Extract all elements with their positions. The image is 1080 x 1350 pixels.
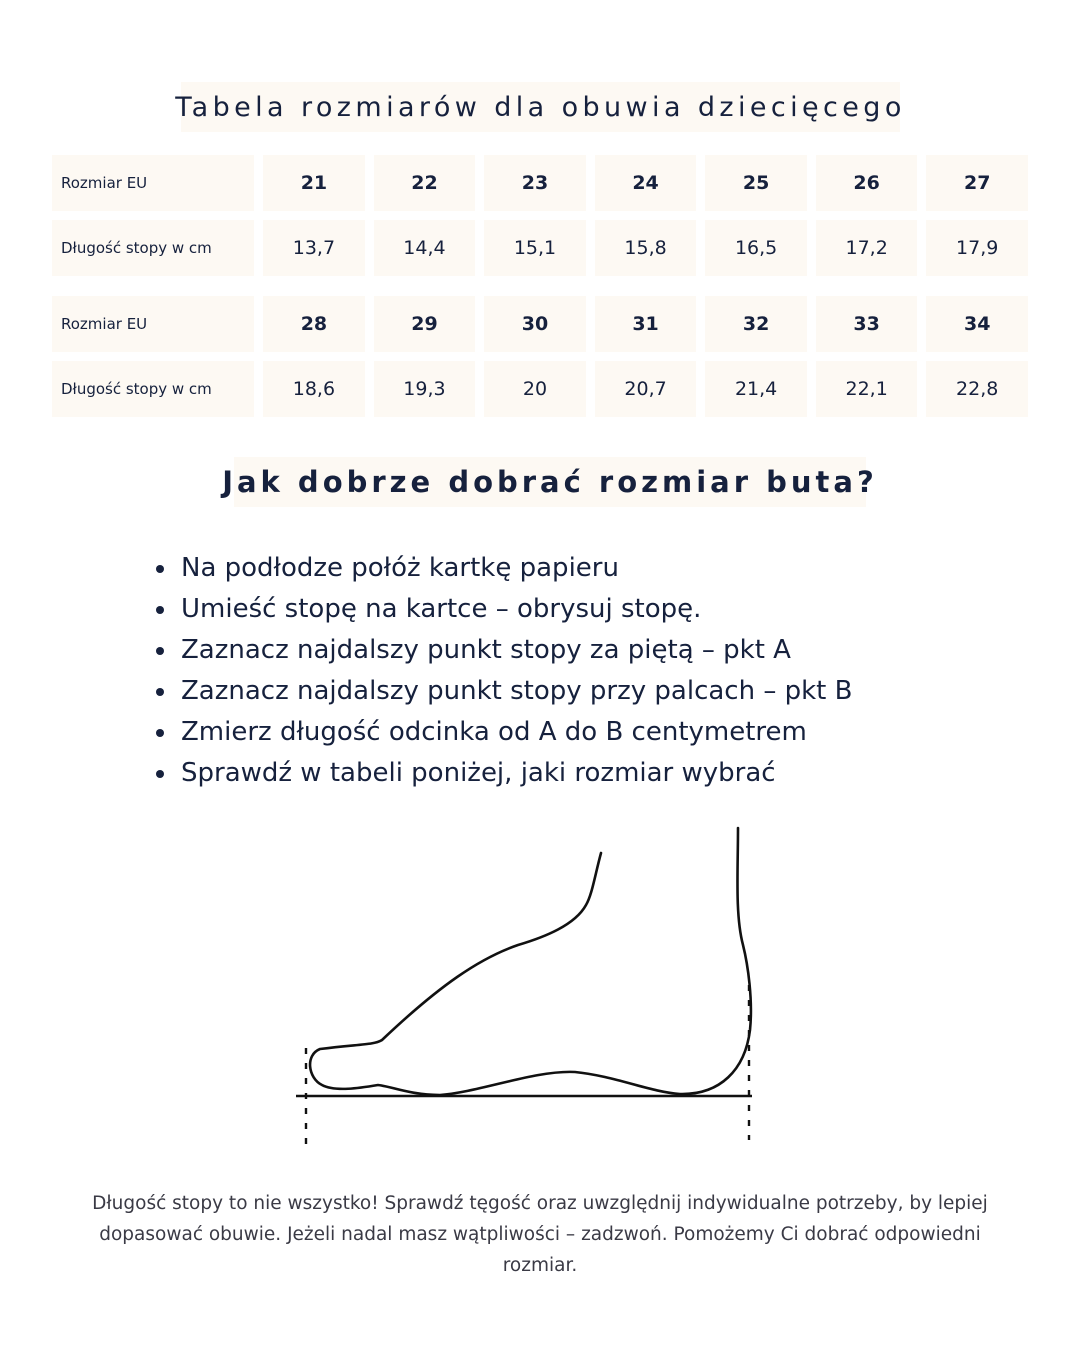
instruction-step: Zaznacz najdalszy punkt stopy przy palcach – pkt B	[181, 671, 852, 712]
length-cell: 20,7	[595, 361, 697, 417]
row-label-length: Długość stopy w cm	[52, 361, 254, 417]
length-cell: 17,9	[926, 220, 1028, 276]
size-cell: 27	[926, 155, 1028, 211]
size-row	[52, 155, 1028, 211]
size-table-2	[52, 296, 1028, 426]
row-label-size: Rozmiar EU	[52, 296, 254, 352]
length-row	[52, 361, 1028, 417]
length-cell: 15,8	[595, 220, 697, 276]
size-cell: 31	[595, 296, 697, 352]
foot-outline	[310, 828, 751, 1095]
instruction-step: Na podłodze połóż kartkę papieru	[181, 548, 852, 589]
footer-note: Długość stopy to nie wszystko! Sprawdź tęgość oraz uwzględnij indywidualne potrzeby, by lepiej dopasować obuwie. Jeżeli nadal masz wątpliwości – zadzwoń. Pomożemy Ci dobrać odpowiedni rozmiar.	[92, 1193, 988, 1276]
size-cell: 34	[926, 296, 1028, 352]
length-cell: 16,5	[705, 220, 807, 276]
size-cell: 25	[705, 155, 807, 211]
howto-heading: Jak dobrze dobrać rozmiar buta?	[234, 457, 866, 507]
row-label-length: Długość stopy w cm	[52, 220, 254, 276]
size-cell: 26	[816, 155, 918, 211]
size-cell: 28	[263, 296, 365, 352]
instruction-step: Sprawdź w tabeli poniżej, jaki rozmiar wybrać	[181, 753, 852, 794]
length-cell: 19,3	[374, 361, 476, 417]
length-cell: 15,1	[484, 220, 586, 276]
length-cell: 13,7	[263, 220, 365, 276]
size-cell: 30	[484, 296, 586, 352]
length-cell: 18,6	[263, 361, 365, 417]
size-cell: 32	[705, 296, 807, 352]
length-cell: 20	[484, 361, 586, 417]
size-cell: 22	[374, 155, 476, 211]
row-label-size: Rozmiar EU	[52, 155, 254, 211]
size-cell: 21	[263, 155, 365, 211]
length-row	[52, 220, 1028, 276]
length-cell: 21,4	[705, 361, 807, 417]
length-cell: 22,8	[926, 361, 1028, 417]
instruction-step: Zmierz długość odcinka od A do B centymetrem	[181, 712, 852, 753]
instruction-step: Zaznacz najdalszy punkt stopy za piętą – pkt A	[181, 630, 852, 671]
length-cell: 22,1	[816, 361, 918, 417]
size-table-1	[52, 155, 1028, 285]
size-row	[52, 296, 1028, 352]
length-cell: 14,4	[374, 220, 476, 276]
foot-outline-icon	[280, 815, 780, 1155]
page-title: Tabela rozmiarów dla obuwia dziecięcego	[181, 82, 900, 132]
length-cell: 17,2	[816, 220, 918, 276]
size-cell: 29	[374, 296, 476, 352]
instructions-list	[181, 548, 852, 794]
instruction-step: Umieść stopę na kartce – obrysuj stopę.	[181, 589, 852, 630]
size-cell: 33	[816, 296, 918, 352]
size-cell: 23	[484, 155, 586, 211]
size-cell: 24	[595, 155, 697, 211]
